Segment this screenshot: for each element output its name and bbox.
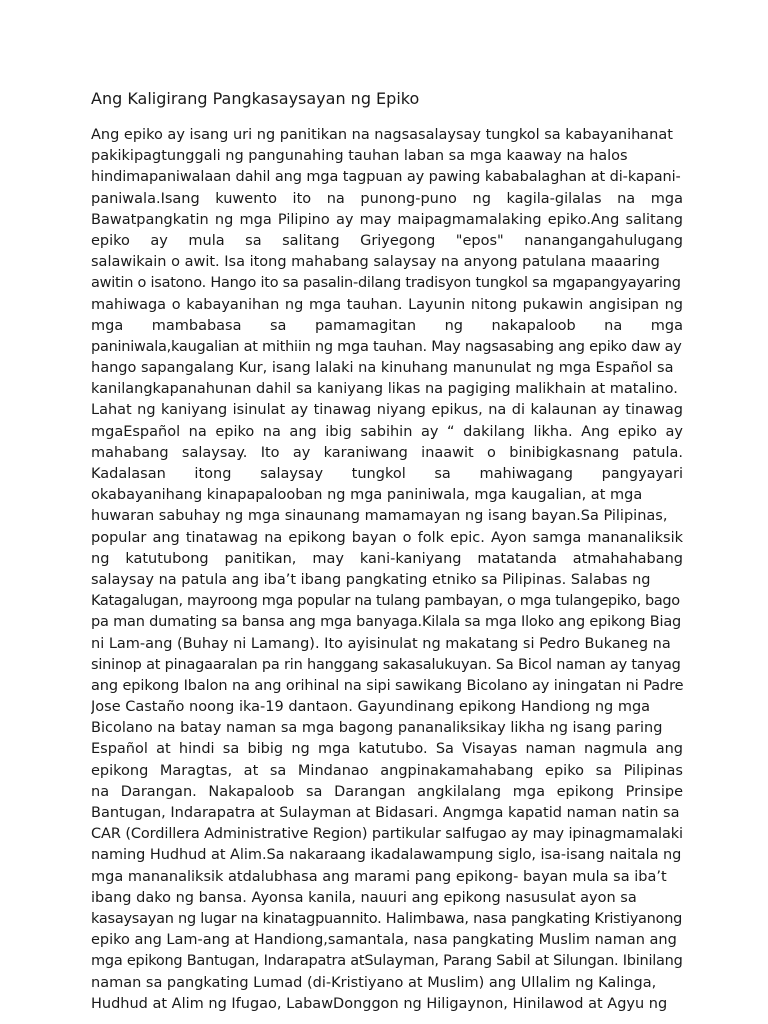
paragraph-line: pa man dumating sa bansa ang mga banyaga.Kilala sa mga Iloko ang epikong Biag (91, 614, 682, 631)
paragraph-line: hindimapaniwalaan dahil ang mga tagpuan ay pawing kababalaghan at di-kapani- (91, 169, 681, 186)
paragraph-line: ibang dako ng bansa. Ayonsa kanila, nauuri ang epikong nasusulat ayon sa (91, 889, 637, 906)
paragraph-line: Ang epiko ay isang uri ng panitikan na nagsasalaysay tungkol sa kabayanihanat (91, 127, 673, 143)
paragraph-line: awitin o isatono. Hango ito sa pasalin-dilang tradisyon tungkol sa mgapangyayaring (91, 275, 681, 292)
paragraph-line: mahiwaga o kabayanihan ng mga tauhan. Layunin nitong pukawin angisipan ng (91, 296, 683, 313)
paragraph-line: mga mambabasa sa pamamagitan ng nakapaloob na mga (91, 317, 683, 334)
paragraph-line: sininop at pinagaaralan pa rin hanggang sakasalukuyan. Sa Bicol naman ay tanyag (91, 656, 681, 673)
paragraph-line: Katagalugan, mayroong mga popular na tulang pambayan, o mga tulangepiko, bago (91, 593, 680, 610)
paragraph-line: paniniwala,kaugalian at mithiin ng mga tauhan. May nagsasabing ang epiko daw ay (91, 338, 682, 355)
paragraph-line: Bicolano na batay naman sa mga bagong pananaliksikay likha ng isang paring (91, 720, 663, 737)
paragraph-line: kanilangkapanahunan dahil sa kaniyang likas na pagiging malikhain at matalino. (91, 381, 678, 398)
paragraph-line: epikong Maragtas, at sa Mindanao angpinakamahabang epiko sa Pilipinas (91, 762, 683, 779)
paragraph-line: hango sapangalang Kur, isang lalaki na kinuhang manunulat ng mga Español sa (91, 360, 674, 377)
document-title: Ang Kaligirang Pangkasaysayan ng Epiko (91, 89, 420, 108)
paragraph-line: pakikipagtunggali ng pangunahing tauhan laban sa mga kaaway na halos (91, 148, 628, 165)
paragraph-line: epiko ang Lam-ang at Handiong,samantala, nasa pangkating Muslim naman ang (91, 932, 677, 949)
paragraph-line: popular ang tinatawag na epikong bayan o folk epic. Ayon samga mananaliksik (91, 529, 683, 546)
paragraph-line: Kadalasan itong salaysay tungkol sa mahiwagang pangyayari (91, 466, 683, 482)
paragraph-line: naman sa pangkating Lumad (di-Kristiyano at Muslim) ang Ullalim ng Kalinga, (91, 974, 657, 991)
paragraph-line: Lahat ng kaniyang isinulat ay tinawag niyang epikus, na di kalaunan ay tinawag (91, 402, 683, 419)
paragraph-line: mahabang salaysay. Ito ay karaniwang inaawit o binibigkasnang patula. (91, 444, 683, 461)
paragraph-line: salaysay na patula ang iba’t ibang pangkating etniko sa Pilipinas. Salabas ng (91, 571, 651, 588)
paragraph-line: ni Lam-ang (Buhay ni Lamang). Ito ayisinulat ng makatang si Pedro Bukaneg na (91, 635, 671, 652)
paragraph-line: epiko ay mula sa salitang Griyegong "epos" nanangangahulugang (91, 232, 683, 249)
paragraph-line: CAR (Cordillera Administrative Region) partikular saIfugao ay may ipinagmamalaki (91, 826, 683, 843)
paragraph-line: paniwala.Isang kuwento ito na punong-puno ng kagila-gilalas na mga (91, 190, 683, 207)
paragraph-line: salawikain o awit. Isa itong mahabang salaysay na anyong patulana maaaring (91, 254, 660, 271)
paragraph-line: Español at hindi sa bibig ng mga katutubo. Sa Visayas naman nagmula ang (91, 741, 683, 758)
paragraph-line: Bawatpangkatin ng mga Pilipino ay may maipagmamalaking epiko.Ang salitang (91, 211, 683, 228)
paragraph-line: mga mananaliksik atdalubhasa ang marami pang epikong- bayan mula sa iba’t (91, 868, 667, 885)
paragraph-line: Jose Castaño noong ika-19 dantaon. Gayundinang epikong Handiong ng mga (91, 699, 651, 716)
paragraph-line: naming Hudhud at Alim.Sa nakaraang ikadalawampung siglo, isa-isang naitala ng (91, 847, 682, 864)
paragraph-line: na Darangan. Nakapaloob sa Darangan angkilalang mga epikong Prinsipe (91, 783, 683, 800)
paragraph-line: mga epikong Bantugan, Indarapatra atSulayman, Parang Sabil at Silungan. Ibinilang (91, 953, 683, 970)
paragraph-line: mgaEspañol na epiko na ang ibig sabihin ay “ dakilang likha. Ang epiko ay (91, 423, 683, 440)
paragraph-line: huwaran sabuhay ng mga sinaunang mamamayan ng isang bayan.Sa Pilipinas, (91, 508, 668, 525)
paragraph-line: kasaysayan ng lugar na kinatagpuannito. Halimbawa, nasa pangkating Kristiyanong (91, 910, 683, 927)
paragraph-line: Hudhud at Alim ng Ifugao, LabawDonggon ng Hiligaynon, Hinilawod at Agyu ng (91, 995, 668, 1012)
paragraph-line: Bantugan, Indarapatra at Sulayman at Bidasari. Angmga kapatid naman natin sa (91, 805, 680, 821)
paragraph-line: ang epikong Ibalon na ang orihinal na sipi sawikang Bicolano ay iningatan ni Padre (91, 677, 683, 694)
paragraph-line: ng katutubong panitikan, may kani-kaniyang matatanda atmahahabang (91, 550, 683, 567)
document-body (91, 125, 683, 1015)
paragraph-line: okabayanihang kinapapalooban ng mga paniniwala, mga kaugalian, at mga (91, 487, 643, 504)
